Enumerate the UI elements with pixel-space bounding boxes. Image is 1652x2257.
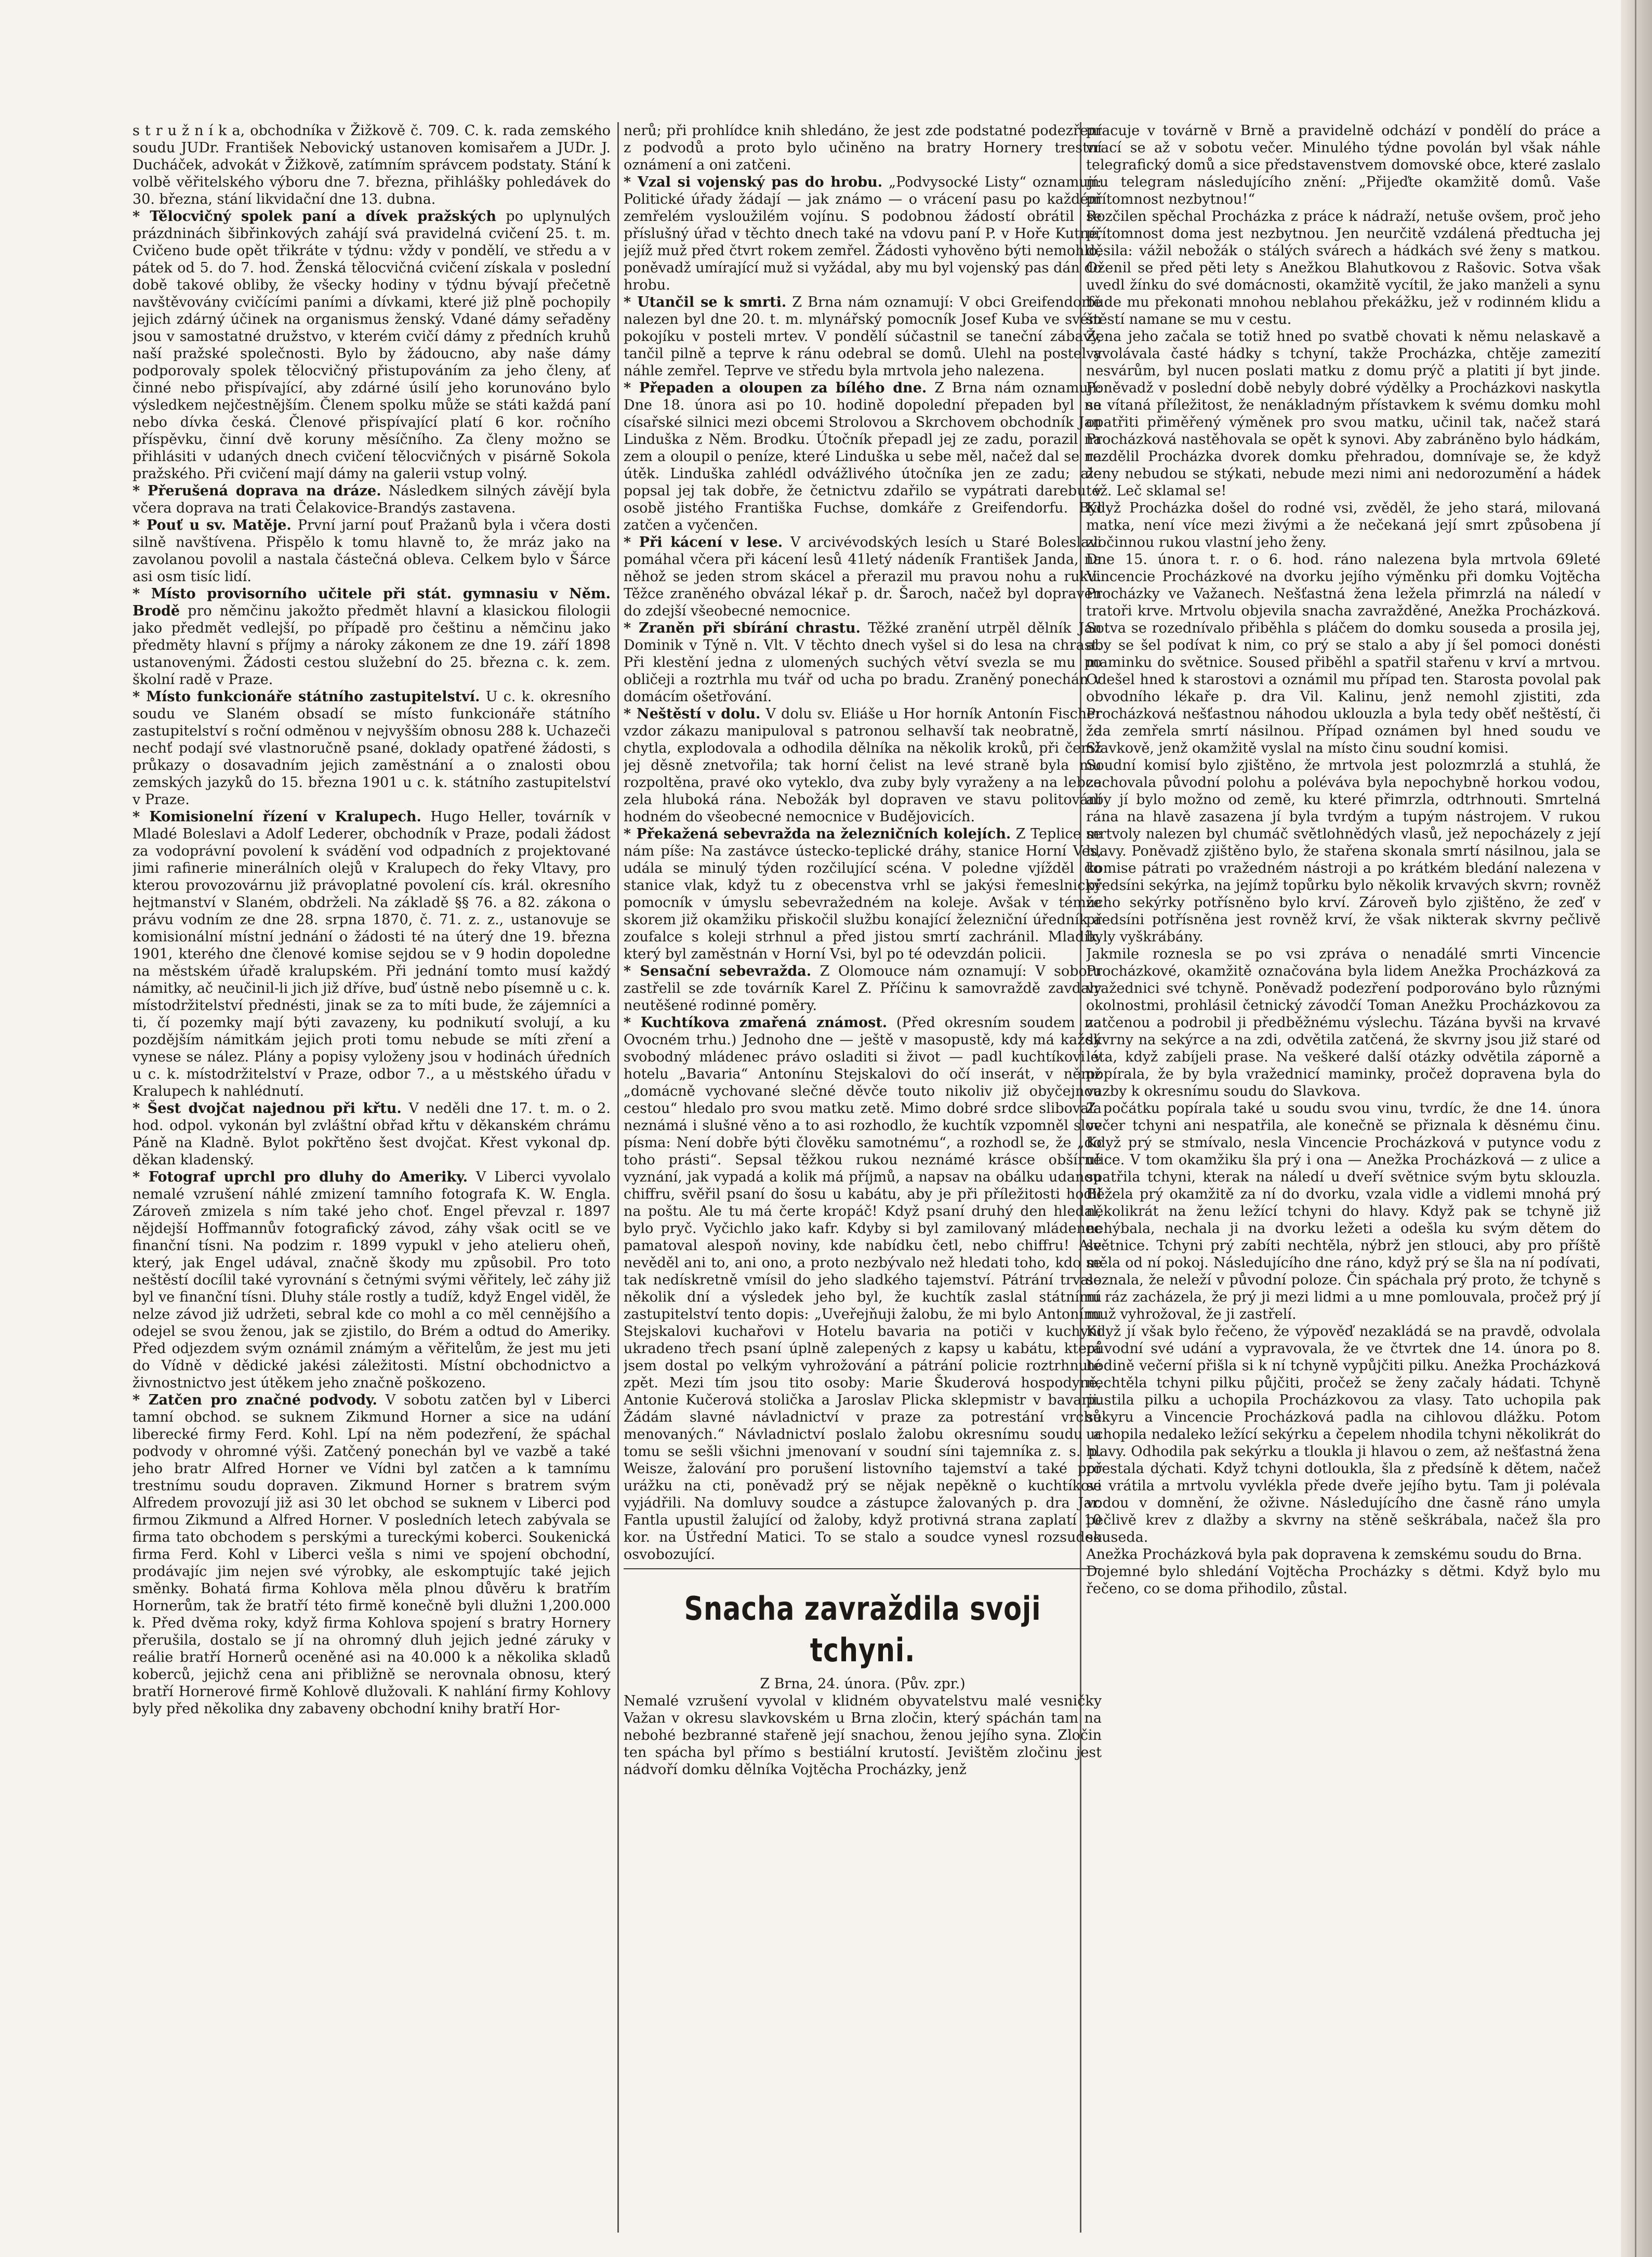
news-paragraph: [1086, 757, 1601, 946]
article-heading: Snacha zavraždila svoji tchyni.: [684, 1590, 1041, 1669]
news-paragraph: [624, 122, 1102, 174]
news-text: Dne 15. února t. r. o 6. hod. ráno nalezena byla mrtvola 69leté Vincencie Procházkové na dvorku jejího výměnku při domku Vojtěcha Procházky ve Važanech. Nešťastná žena ležela přimrzlá na náledí v tratoři krve. Mrtvolu objevila snacha zavražděné, Anežka Procházková. Sotva se rozednívalo přiběhla s pláčem do domku souseda a prosila jej, aby se šel podívat k nim, co prý se stalo a aby jí šel pomoci donésti maminku do světnice. Soused přiběhl a spatřil stařenu v krví a mrtvou. Odešel hned k starostovi a oznámil mu případ ten. Starosta povolal pak obvodního lékaře p. dra Vil. Kalinu, jenž nemohl zjistiti, zda Procházková nešťastnou náhodou uklouzla a byla tedy oběť neštěstí, či zda zemřela smrtí násilnou. Případ oznámen byl hned soudu ve Slavkově, jenž okamžitě vyslal na místo činu soudní komisi.: [1086, 552, 1601, 756]
column-rule: [617, 122, 619, 2233]
news-paragraph: [624, 534, 1102, 620]
news-text: V dolu sv. Eliáše u Hor horník Antonín Fischer vzdor zákazu manipuloval s patronou selhavší tak neobratně, že chytla, explodovala a odhodila dělníka na několik kroků, při čemž jej děsně znetvořila; tak horní čelist na levé straně byla mu rozpoltěna, pravé oko vyteklo, dva zuby byly vyraženy a na lebce zela hluboká rána. Nebožák byl dopraven ve stavu politování hodném do všeobecné nemocnice v Budějovicích.: [624, 706, 1102, 825]
news-paragraph: [133, 1100, 611, 1169]
news-text: V neděli dne 17. t. m. o 2. hod. odpol. vykonán byl zvláštní obřad křtu v děkanském chrámu Páně na Kladně. Bylot pokřtěno šest dvojčat. Křest vykonal dp. děkan kladenský.: [133, 1100, 611, 1168]
news-paragraph: [1086, 208, 1601, 328]
news-paragraph: [133, 122, 611, 208]
news-headline: * Přepaden a oloupen za bílého dne.: [624, 380, 927, 396]
news-paragraph: [133, 1392, 611, 1717]
news-headline: * Vzal si vojenský pas do hrobu.: [624, 174, 883, 190]
news-text: Rozčilen spěchal Procházka z práce k nádraží, netuše ovšem, proč jeho přítomnost doma jest nezbytnou. Jen neurčitě vzdálená předtucha jej děsila: vážil nebožák o stálých svárech a hádkách své ženy s matkou. Oženil se před pěti lety s Anežkou Blahutkovou z Rašovic. Sotva však uvedl žínku do své domácnosti, okamžitě vycítil, že jako manželi a synu bude mu překonati mnohou neblahou překážku, jež v rodinném klidu a štěstí namane se mu v cestu.: [1086, 208, 1601, 327]
news-headline: * Šest dvojčat najednou při křtu.: [133, 1100, 402, 1117]
news-text: Z Olomouce nám oznamují: V sobotu zastřelil se zde továrník Karel Z. Příčinu k samovraždě zavdaly neutěšené rodinné poměry.: [624, 963, 1102, 1014]
spine-crease: [1635, 0, 1636, 2257]
news-text: V sobotu zatčen byl v Liberci tamní obchod. se suknem Zikmund Horner a sice na udání liberecké firmy Ferd. Kohl. Lpí na něm podezření, že spáchal podvody v ohromné výši. Zatčený ponechán byl ve vazbě a také jeho bratr Alfred Horner ve Vídni byl zatčen a k tamnímu trestnímu soudu dopraven. Zikmund Horner s bratrem svým Alfredem provozují již asi 30 let obchod se suknem v Liberci pod firmou Zikmund a Alfred Horner. V posledních letech zabývala se firma tato obchodem s perskými a tureckými koberci. Soukenická firma Ferd. Kohl v Liberci vešla s nimi ve spojení obchodní, prodávajíc jim nejen své výrobky, ale eskomptujíc také jejich směnky. Bohatá firma Kohlova měla plnou důvěru k bratřím Hornerům, tak že bratří této firmě konečně byli dlužni 1,200.000 k. Před dvěma roky, když firma Kohlova spojení s bratry Hornery přerušila, dostalo se jí na ohromný dluh jejich jedné záruky v reálie bratří Hornerů oceněné asi na 40.000 k a několika skladů koberců, jejichž cena ani přibližně se nerovnala obnosu, který bratří Hornerové firmě Kohlově dlužovali. K nahlání firmy Kohlovy byly před několika dny zabaveny obchodní knihy bratří Hor-: [133, 1392, 611, 1717]
news-text: Těžké zranění utrpěl dělník Jan Dominik v Týně n. Vlt. V těchto dnech vyšel si do lesa na chrast. Při klestění jedna z ulomených suchých větví svezla se mu po obličeji a roztrhla mu tvář od ucha po bradu. Zraněný ponechán v domácím ošetřování.: [624, 620, 1102, 705]
news-paragraph: [133, 517, 611, 585]
news-text: V arcivévodských lesích u Staré Boleslavi pomáhal včera při kácení lesů 41letý nádeník František Janda, na něhož se jeden strom skácel a přerazil mu pravou nohu a ruku. Těžce zraněného obvázal lékař p. dr. Šaroch, načež byl dopraven do zdejší všeobecné nemocnice.: [624, 534, 1102, 619]
news-headline: * Přerušená doprava na dráze.: [133, 483, 381, 499]
news-headline: * Pouť u sv. Matěje.: [133, 517, 292, 533]
news-paragraph: [1086, 122, 1601, 208]
news-headline: * Fotograf uprchl pro dluhy do Ameriky.: [133, 1169, 468, 1185]
news-text: Jakmile roznesla se po vsi zpráva o nenadálé smrti Vincencie Procházkové, okamžitě označována byla lidem Anežka Procházková za vražednici své tchyně. Poněvadž podezření podporováno bylo různými okolnostmi, prohlásil četnický závodčí Toman Anežku Procházkovou za zatčenou a podrobil ji předběžnému výslechu. Tázána byvši na krvavé skvrny na sekýrce a na zdi, odvětila zatčená, že skvrny jsou již staré od léta, když zabíjeli prase. Na veškeré další otázky odvětila záporně a popírala, že by byla vražednicí maminky, pročež dopravena byla do vazby k okresnímu soudu do Slavkova.: [1086, 946, 1601, 1099]
news-paragraph: [133, 208, 611, 482]
column-2: [624, 122, 1102, 2233]
news-paragraph: [624, 963, 1102, 1014]
news-text: Hugo Heller, továrník v Mladé Boleslavi a Adolf Lederer, obchodník v Praze, podali žádost za vodoprávní povolení k svádění vod odpadních z projektované jimi rafinerie minerálních olejů v Kralupech do řeky Vltavy, pro kterou provozovárnu již právoplatné povolení cís. král. okresního hejtmanství v Slaném, obdrželi. Na základě §§ 76. a 82. zákona o právu vodním ze dne 28. srpna 1870, č. 71. z. z., ustanovuje se komisionální místní jednání o žádosti té na úterý dne 19. března 1901, kterého dne členové komise sejdou se v 9 hodin dopoledne na městském úřadě kralupském. Při jednání tomto musí každý námitky, ač neučinil-li jich již dříve, buď ústně nebo písemně u c. k. místodržitelství přednésti, jinak se za to míti bude, že zájemníci a ti, čí pozemky mají býti zavazeny, ku podnikutí svolují, a ku pozdějším námitkám jejich proti tomu nebude se míti zření a vynese se nález. Plány a popisy vyloženy jsou v hodinách úředních u c. k. místodržitelství v Praze, odbor 7., a u městského úřadu v Kralupech k nahlédnutí.: [133, 809, 611, 1099]
news-headline: * Překažená sebevražda na železničních kolejích.: [624, 826, 1011, 842]
news-headline: * Zatčen pro značné podvody.: [133, 1392, 377, 1408]
news-paragraph: [624, 174, 1102, 294]
page-spine: [1621, 0, 1652, 2257]
news-text: Z Teplice se nám píše: Na zastávce ústecko-teplické dráhy, stanice Horní Ves, udála se minulý týden rozčilující scéna. V poledne vjížděl do stanice vlak, když tu z obecenstva vrhl se jakýsi řemeslnický pomocník v úmyslu sebevražedném na koleje. Avšak v témže skorem již okamžiku přiskočil službu konající železniční úředník a zoufalce s koleji strhnul a před jistou smrtí zachránil. Mladík, který byl zaměstnán v Horní Vsi, byl po té odevzdán policii.: [624, 826, 1102, 962]
news-text: Když Procházka došel do rodné vsi, zvěděl, že jeho stará, milovaná matka, není více mezi živými a že nečekaná její smrt způsobena jí zločinnou rukou vlastní jeho ženy.: [1086, 500, 1601, 550]
news-paragraph: [624, 825, 1102, 963]
news-text: Když jí však bylo řečeno, že výpověď nezakládá se na pravdě, odvolala původní své udání a vypravovala, že ve čtvrtek dne 14. února po 8. hodině večerní přišla si k ní tchyně vypůjčiti pilku. Anežka Procházková nechtěla tchyni pilku půjčiti, pročež se ženy začaly hádati. Tchyně pustila pilku a uchopila Procházkovou za vlasy. Tato uchopila pak sekyru a Vincencie Procházková padla na cihlovou dlážku. Potom uchopila nedaleko ležící sekýrku a čepelem nhodila tchyni několikrát do hlavy. Odhodila pak sekýrku a tloukla ji hlavou o zem, až nešťastná žena přestala dýchati. Když tchyni dotloukla, šla z předsíně k dětem, načež se vrátila a mrtvolu vyvlékla přede dveře jejího bytu. Tam ji polévala vodou v domnění, že oživne. Následujícího dne časně ráno umyla pečlivě krev z dlažby a skvrny na stěně seškrábala, načež šla pro souseda.: [1086, 1323, 1601, 1545]
news-text: Z Brna nám oznamují: Dne 18. února asi po 10. hodině dopolední přepaden byl na císařské silnici mezi obcemi Strolovou a Skrchovem obchodník Jan Linduška z Něm. Brodku. Útočník přepadl jej ze zadu, porazil na zem a oloupil o peníze, které Linduška u sebe měl, načež dal se na útěk. Linduška zahlédl odvážlivého útočníka jen ze zadu; ale popsal jej tak dobře, že četnictvu zdařilo se vypátrati darebu v osobě jistého Františka Fuchse, domkáře z Greifendorfu. Byl zatčen a vyčenčen.: [624, 380, 1102, 533]
news-paragraph: [133, 585, 611, 688]
news-text: Dojemné bylo shledání Vojtěcha Procházky s dětmi. Když bylo mu řečeno, co se doma přihodilo, zůstal.: [1086, 1564, 1601, 1597]
news-paragraph: [1086, 1323, 1601, 1546]
news-text: V Liberci vyvolalo nemalé vzrušení náhlé zmizení tamního fotografa K. W. Engla. Zároveň zmizela s ním také jeho choť. Engel převzal r. 1897 nějdejší Hoffmannův fotografický závod, záhy však ocitl se ve finanční tísni. Na podzim r. 1899 vypukl v jeho atelieru oheň, který, jak Engel udával, značně škody mu způsobil. Pro toto neštěstí docílil také vyrovnání s četnými svými věřitely, leč záhy již byl ve finanční tísni. Dluhy stále rostly a tudíž, když Engel viděl, že nelze závod již udržeti, sebral kde co mohl a co měl cennějšího a odejel se svou ženou, jak se zjistilo, do Brém a odtud do Ameriky. Před odjezdem svým oznámil známým a věřitelům, že jest mu jeti do Vídně v dědické jakési záležitosti. Místní obchodnictvo a živnostnictvo jest útěkem jeho značně poškozeno.: [133, 1169, 611, 1391]
news-paragraph: [133, 482, 611, 517]
news-paragraph: [1086, 500, 1601, 551]
news-paragraph: [133, 1169, 611, 1392]
news-text: po uplynulých prázdninách šibřinkových zahájí svá pravidelná cvičení 25. t. m. Cvičeno bude opět třikráte v týdnu: vždy v pondělí, ve středu a v pátek od 5. do 7. hod. Ženská tělocvičná cvičení získala v poslední době takové obliby, že všecky hodiny v týdnu bývají přečetně navštěvovány cvičícími paními a dívkami, které již plně pochopily jejich zdárný účinek na organismus ženský. Vdané dámy seřaděny jsou v samostatné družstvo, v kterém cvičí dámy z předních kruhů naší pražské společnosti. Bylo by žádoucno, aby naše dámy podporovaly spolek tělocvičný přistupováním za jeho členy, ať činné nebo přispívající, aby zdárné úsilí jeho korunováno bylo výsledkem nejčestnějším. Členem spolku může se státi každá paní nebo dívka česká. Členové přispívající platí 6 kor. ročního příspěvku, činní dvě koruny měsíčního. Za členy možno se přihlásiti v udaných dnech cvičení tělocvičných v pisárně Sokola pražského. Při cvičení mají dámy na galerii vstup volný.: [133, 208, 611, 482]
news-headline: * Utančil se k smrti.: [624, 294, 787, 310]
news-text: Žena jeho začala se totiž hned po svatbě chovati k němu nelaskavě a vyvolávala časté hádky s tchyní, takže Procházka, chtěje zamezití nesvárům, byl nucen poslati matku z domu prýč a platiti jí byt jinde. Poněvadž v poslední době nebyly dobré výdělky a Procházkovi naskytla se vítaná příležitost, že nenákladným přístavkem k svému domku mohl opatřiti přiměřený výměnek pro svou matku, učinil tak, načež stará Procházková nastěhovala se opět k synovi. Aby zabráněno bylo hádkám, rozdělil Procházka dvorek domku přehradou, domnívaje se, že když ženy nebudou se stýkati, nebude mezi nimi ani nedorozumění a hádek též. Leč sklamal se!: [1086, 329, 1601, 499]
news-paragraph: [1086, 1100, 1601, 1323]
news-text: Následkem silných závějí byla včera doprava na trati Čelakovice-Brandýs zastavena.: [133, 483, 611, 516]
news-headline: * Tělocvičný spolek paní a dívek pražských: [133, 208, 497, 225]
article-dateline: Z Brna, 24. února. (Pův. zpr.): [760, 1676, 966, 1692]
news-text: s t r u ž n í k a, obchodníka v Žižkově č. 709. C. k. rada zemského soudu JUDr. František Nebovický ustanoven komisařem a JUDr. J. Ducháček, advokát v Žižkově, zatímním správcem podstaty. Stání k volbě věřitelského výboru dne 7. března, přihlášky pohledávek do 30. března, stání likvidační dne 13. dubna.: [133, 123, 611, 207]
news-text: Anežka Procházková byla pak dopravena k zemskému soudu do Brna.: [1086, 1546, 1582, 1563]
news-headline: * Místo provisorního učitele při stát. gymnasiu v Něm. Brodě: [133, 586, 611, 619]
news-text: Z počátku popírala také u soudu svou vinu, tvrdíc, že dne 14. února večer tchyni ani nespatřila, ale konečně se přiznala k děsnému činu. Když prý se stmívalo, nesla Vincencie Procházková v putynce vodu z ulice. V tom okamžiku šla prý i ona — Anežka Procházková — z ulice a spatřila tchyni, kterak na náledí u dveří světnice svým bytu sklouzla. Běžela prý okamžitě za ní do dvorku, vzala vidle a vidlemi mnohá prý několikrát na ženu ležící tchyni do hlavy. Když pak se tchyně již nehýbala, nechala ji na dvorku ležeti a odešla ku svým dětem do světnice. Tchyni prý zabíti nechtěla, nýbrž jen stlouci, aby pro příště měla od ní pokoj. Následujícího dne ráno, když prý se šla na ní podívati, seznala, že neleží v původní poloze. Čin spáchala prý proto, že tchyně s ní ráz zacházela, že prý ji mezi lidmi a u mne pomlouvala, pročež prý jí muž vyhrožoval, že ji zastřelí.: [1086, 1100, 1601, 1322]
section-divider: [624, 1568, 1102, 1569]
news-text: Soudní komisí bylo zjištěno, že mrtvola jest polozmrzlá a stuhlá, že zachovala původní polohu a poléváva byla nepochybně horkou vodou, aby jí bylo možno od země, ku které přimrzla, odtrhnouti. Smrtelná rána na hlavě zasazena jí byla tvrdým a tupým nástrojem. V rukou mrtvoly nalezen byl chumáč světlohnědých vlasů, jež nepocházely z její hlavy. Poněvadž zjištěno bylo, že stařena skonala smrtí násilnou, jala se komise pátrati po vražedném nástroji a po krátkém bledání nalezena v předsíni sekýrka, na jejímž topůrku bylo několik krvavých skvrn; rovněž ucho sekýrky potřísněno bylo krví. Zároveň bylo zjištěno, že zeď v předsíni potřísněna jest rovněž krví, že však nikterak skvrny pečlivě byly vyškrábány.: [1086, 757, 1601, 945]
news-text: První jarní pouť Pražanů byla i včera dosti silně navštívena. Přispělo k tomu hlavně to, že mráz jako na zavolanou povolil a nastala částečná obleva. Celkem bylo v Šárce asi osm tisíc lidí.: [133, 517, 611, 585]
news-text: nerů; při prohlídce knih shledáno, že jest zde podstatné podezření z podvodů a proto bylo učiněno na bratry Hornery trestní oznámení a oni zatčeni.: [624, 123, 1102, 173]
news-text: pracuje v továrně v Brně a pravidelně odchází v pondělí do práce a vrací se až v sobotu večer. Minulého týdne povolán byl však náhle telegrafický domů a sice představenstvem domovské obce, které zaslalo mu telegram následujícího znění: „Přijeďte okamžitě domů. Vaše přítomnost nezbytnou!“: [1086, 123, 1601, 207]
news-text: pro němčinu jakožto předmět hlavní a klasickou filologii jako předmět vedlejší, po případě pro češtinu a němčinu jako předměty hlavní s příjmy a nároky zákonem ze dne 19. září 1898 ustanovenými. Žádosti cestou služební do 25. března c. k. zem. školní radě v Praze.: [133, 603, 611, 688]
column-1: [133, 122, 611, 2233]
news-text: (Před okresním soudem na Ovocném trhu.) Jednoho dne — ještě v masopustě, kdy má každý svobodný mládenec právo osladiti si život — padl kuchtíkovi v hotelu „Bavaria“ Antonínu Stejskalovi do očí inserát, v němž „domácně vychované slečné děvče touto nikoliv již obyčejnou cestou“ hledalo pro svou matku zetě. Mimo dobré srdce slibovala neznámá i slušné věno a to asi rozhodlo, že kuchtík vzpomněl slov písma: Není dobře býti člověku samotnému“, a rozhodl se, že „do toho prásti“. Sepsal těžkou rukou neznámé krásce obšírné vyznání, jak vypadá a kolik má příjmů, a napsav na obálku udanou chiffru, svěřil psaní do šosu u kabátu, aby je při příležitosti hodil na poštu. Ale tu má čerte kropáč! Když psaní druhý den hledal, bylo pryč. Vyčichlo jako kafr. Kdyby si byl zamilovaný mládenec pamatoval alespoň noviny, kde nabídku četl, nebo chiffru! Ale nevěděl ani to, ani ono, a proto nezbývalo než hledati toho, kdo se tak nedískretně vmísil do jeho sladkého tajemství. Pátrání trvalo několik dní a výsledek jeho byl, že kuchtík zaslal státnímu zastupitelství tento dopis: „Uveřejňuji žalobu, že mi bylo Antonínu Stejskalovi kuchařovi v Hotelu bavaria na potiči v kuchyni ukradeno třech psaní úplně zalepených z kapsy u kabátu, která jsem dostal po velkým vyhrožování a pátrání policie roztrhnuté zpět. Mezi tím jsou tito osoby: Marie Škuderová hospodyně, Antonie Kučerová stolička a Jaroslav Plicka sklepmistr v bavarii. Žádám slavné návladnictví v praze za potrestání vrchů menovaných.“ Návladnictví poslalo žalobu okresnímu soudu a tomu se sešli všichni jmenovaní v soudní síni tajemníka z. s. p. Weisze, žalování pro porušení listovního tajemství a také pro urážku na cti, poněvadž prý se nějak nepěkně o kuchtíkovi vyjádřili. Na domluvy soudce a zástupce žalovaných p. dra Jar. Fantla upustil žalující od žaloby, když protivná strana zaplatí 10 kor. na Ústřední Matici. To se stalo a soudce vynesl rozsudek osvobozující.: [624, 1015, 1102, 1563]
news-paragraph: [133, 808, 611, 1100]
news-paragraph: [624, 379, 1102, 534]
news-text: U c. k. okresního soudu ve Slaném obsadí se místo funkcionáře státního zastupitelství s roční odměnou v nejvyšším obnosu 288 k. Uchazeči nechť podají své vlastnoručně psané, doklady opatřené žádosti, s průkazy o dosavadním jejich zaměstnání a o znalosti obou zemských jazyků do 15. března 1901 u c. k. státního zastupitelství v Praze.: [133, 689, 611, 808]
news-paragraph: [624, 620, 1102, 705]
news-paragraph: [1086, 1546, 1601, 1563]
news-headline: * Zraněn při sbírání chrastu.: [624, 620, 861, 636]
news-headline: * Při kácení v lese.: [624, 534, 783, 550]
news-text: „Podvysocké Listy“ oznamují: Politické úřady žádají — jak známo — o vrácení pasu po každém zemřelém vysloužilém vojínu. S podobnou žádostí obrátil se příslušný úřad v těchto dnech také na vdovu paní P. v Hoře Kutné, jejíž muž před čtvrt rokem zemřel. Žádosti vyhověno býti nemohlo, poněvadž umírající muž si vyžádal, aby mu byl vojenský pas dán do hrobu.: [624, 174, 1102, 293]
news-paragraph: [624, 294, 1102, 379]
news-paragraph: [1086, 328, 1601, 500]
news-paragraph: [624, 705, 1102, 825]
news-paragraph: [1086, 946, 1601, 1100]
news-headline: * Neštěstí v dolu.: [624, 706, 761, 722]
news-headline: * Sensační sebevražda.: [624, 963, 812, 979]
news-headline: * Kuchtíkova zmařená známost.: [624, 1015, 888, 1031]
news-text: Z Brna nám oznamují: V obci Greifendorfě nalezen byl dne 20. t. m. mlynářský pomocník Josef Kuba ve svém pokojíku v posteli mrtev. V pondělí súčastnil se taneční zábavy, tančil pilně a teprve k ránu odebral se domů. Ulehl na postel a náhle zemřel. Teprve ve středu byla mrtvola jeho nalezena.: [624, 294, 1102, 379]
news-paragraph: [624, 1014, 1102, 1563]
news-headline: * Místo funkcionáře státního zastupitelství.: [133, 689, 480, 705]
news-paragraph: [133, 688, 611, 808]
news-paragraph: [1086, 551, 1601, 757]
news-headline: * Komisionelní řízení v Kralupech.: [133, 809, 421, 825]
article-body: Nemalé vzrušení vyvolal v klidném obyvatelstvu malé vesničky Važan v okresu slavkovském u Brna zločin, který spáchán tam na nebohé bezbranné stařeně její snachou, ženou jejího syna. Zločin ten spácha byl přímo s bestiální krutostí. Jevištěm zločinu jest nádvoří domku dělníka Vojtěcha Procházky, jenž: [624, 1693, 1102, 1778]
column-3: [1086, 122, 1601, 2233]
news-paragraph: [1086, 1563, 1601, 1597]
